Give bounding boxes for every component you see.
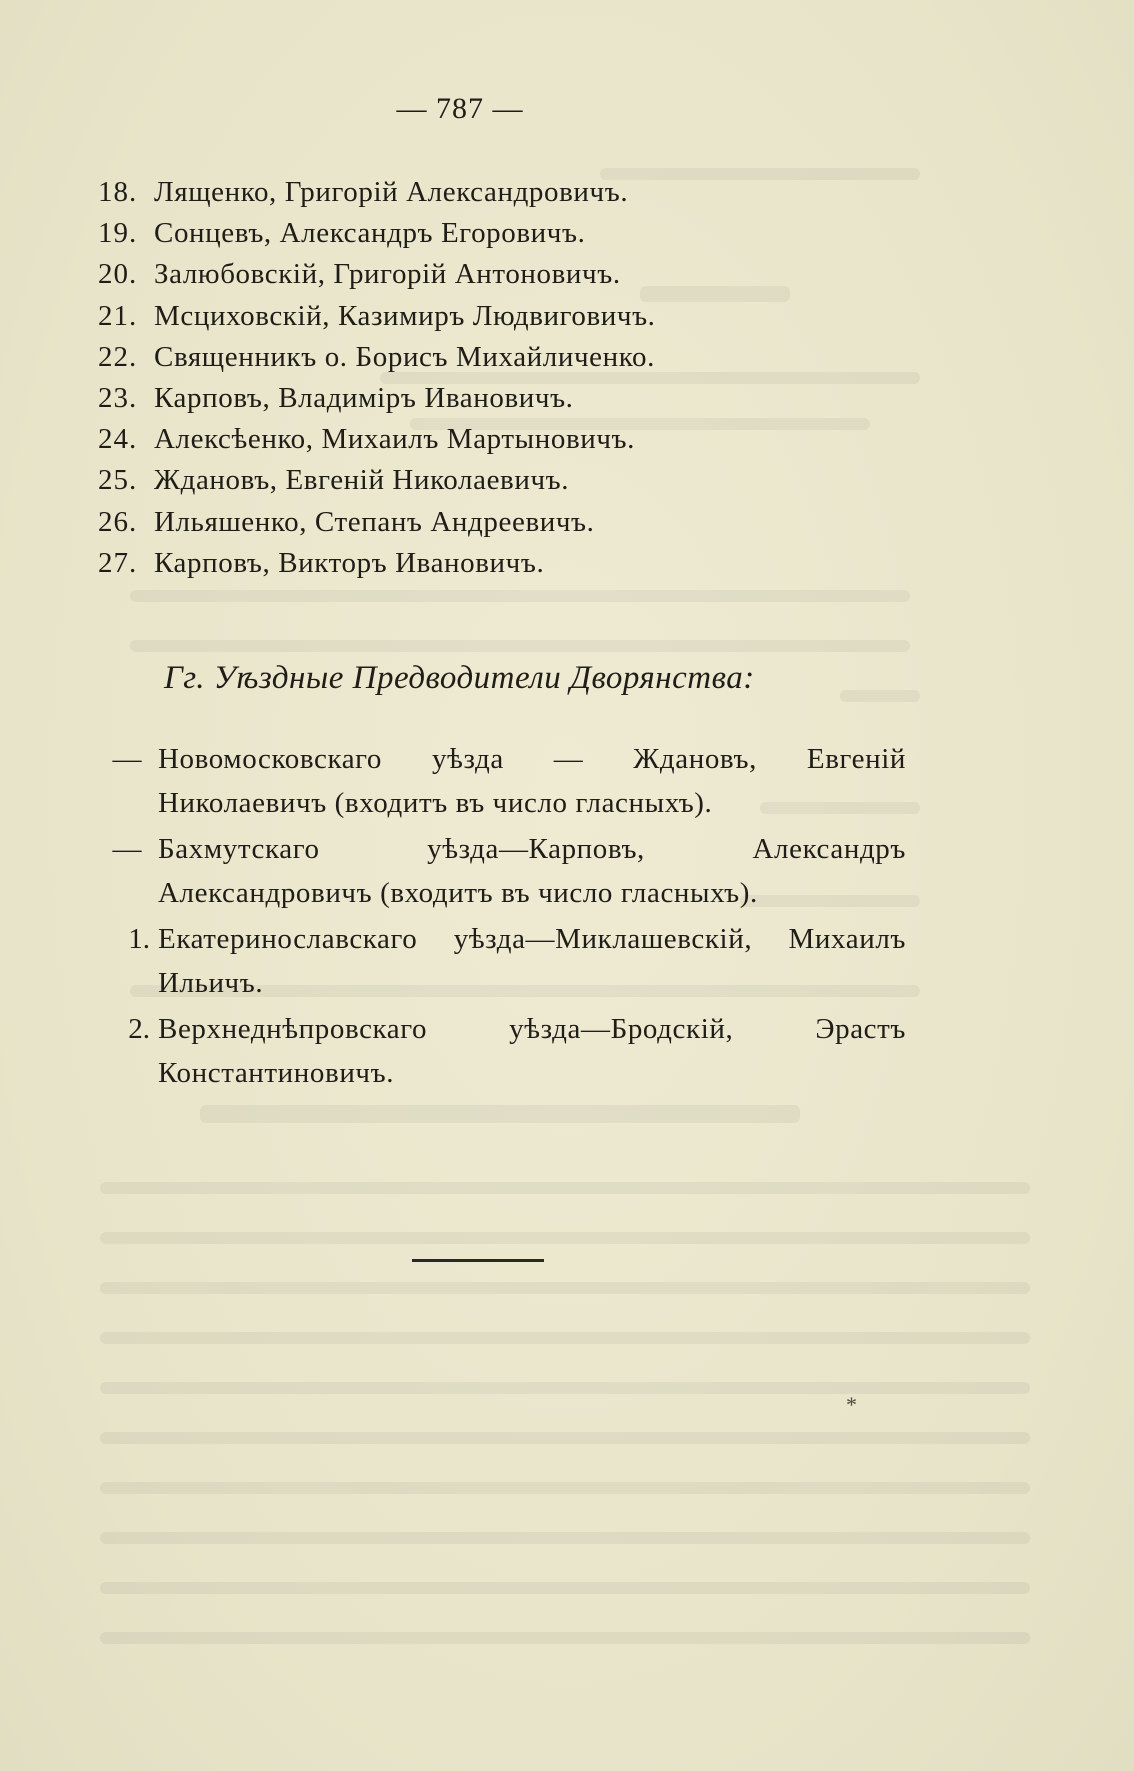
list-item-number: 21. bbox=[98, 299, 138, 332]
marshal-list bbox=[96, 738, 906, 1098]
list-item-number: 20. bbox=[98, 258, 138, 291]
list-item bbox=[96, 738, 906, 825]
list-item bbox=[98, 172, 918, 213]
list-item-number: 1. bbox=[128, 923, 150, 955]
horizontal-rule bbox=[412, 1259, 544, 1262]
list-item bbox=[96, 1008, 906, 1095]
entry-text: Новомосковскаго уѣзда — Ждановъ, Евгеній Николаевичъ (входитъ въ число гласныхъ). bbox=[158, 743, 906, 819]
list-item-name: Карповъ, Владиміръ Ивановичъ. bbox=[154, 381, 574, 414]
list-item bbox=[96, 918, 906, 1005]
list-item-name: Ждановъ, Евгеній Николаевичъ. bbox=[154, 464, 570, 497]
list-item-name: Мсциховскій, Казимиръ Людвиговичъ. bbox=[154, 299, 656, 332]
list-item-number: 22. bbox=[98, 340, 138, 373]
list-item-number: 27. bbox=[98, 546, 138, 579]
entry-text: Екатеринославскаго уѣзда—Миклашевскій, Михаилъ Ильичъ. bbox=[158, 923, 906, 999]
section-heading: Гг. Уѣздные Предводители Дворянства: bbox=[164, 660, 755, 696]
entry-text: Бахмутскаго уѣзда—Карповъ, Александръ Александровичъ (входитъ въ число гласныхъ). bbox=[158, 833, 906, 909]
list-item bbox=[98, 213, 918, 254]
list-item-number: 2. bbox=[128, 1013, 150, 1045]
list-item-number: 24. bbox=[98, 423, 138, 456]
list-item bbox=[98, 254, 918, 295]
list-item-number: 18. bbox=[98, 176, 138, 208]
list-item bbox=[98, 502, 918, 543]
dash-marker: — bbox=[112, 743, 142, 775]
list-item bbox=[98, 460, 918, 501]
list-item bbox=[98, 543, 918, 584]
list-item bbox=[96, 828, 906, 915]
dash-marker: — bbox=[112, 833, 142, 865]
entry-text: Верхнеднѣпровскаго уѣзда—Бродскій, Эрастъ Константиновичъ. bbox=[158, 1013, 906, 1089]
list-item-name: Ильяшенко, Степанъ Андреевичъ. bbox=[154, 505, 595, 538]
list-item-number: 19. bbox=[98, 217, 138, 250]
member-list bbox=[98, 172, 918, 584]
list-item-name: Сонцевъ, Александръ Егоровичъ. bbox=[154, 217, 586, 250]
list-item-number: 23. bbox=[98, 381, 138, 414]
list-item-name: Карповъ, Викторъ Ивановичъ. bbox=[154, 546, 545, 579]
list-item-name: Лященко, Григорій Александровичъ. bbox=[154, 176, 629, 208]
list-item bbox=[98, 296, 918, 337]
asterisk-mark: * bbox=[846, 1392, 857, 1417]
list-item-name: Залюбовскій, Григорій Антоновичъ. bbox=[154, 258, 621, 291]
page-number: — 787 — bbox=[396, 92, 524, 125]
list-item bbox=[98, 378, 918, 419]
list-item-name: Священникъ о. Борисъ Михайличенко. bbox=[154, 340, 655, 373]
list-item-number: 26. bbox=[98, 505, 138, 538]
list-item bbox=[98, 419, 918, 460]
list-item-number: 25. bbox=[98, 464, 138, 497]
list-item-name: Алексѣенко, Михаилъ Мартыновичъ. bbox=[154, 423, 636, 456]
list-item bbox=[98, 337, 918, 378]
